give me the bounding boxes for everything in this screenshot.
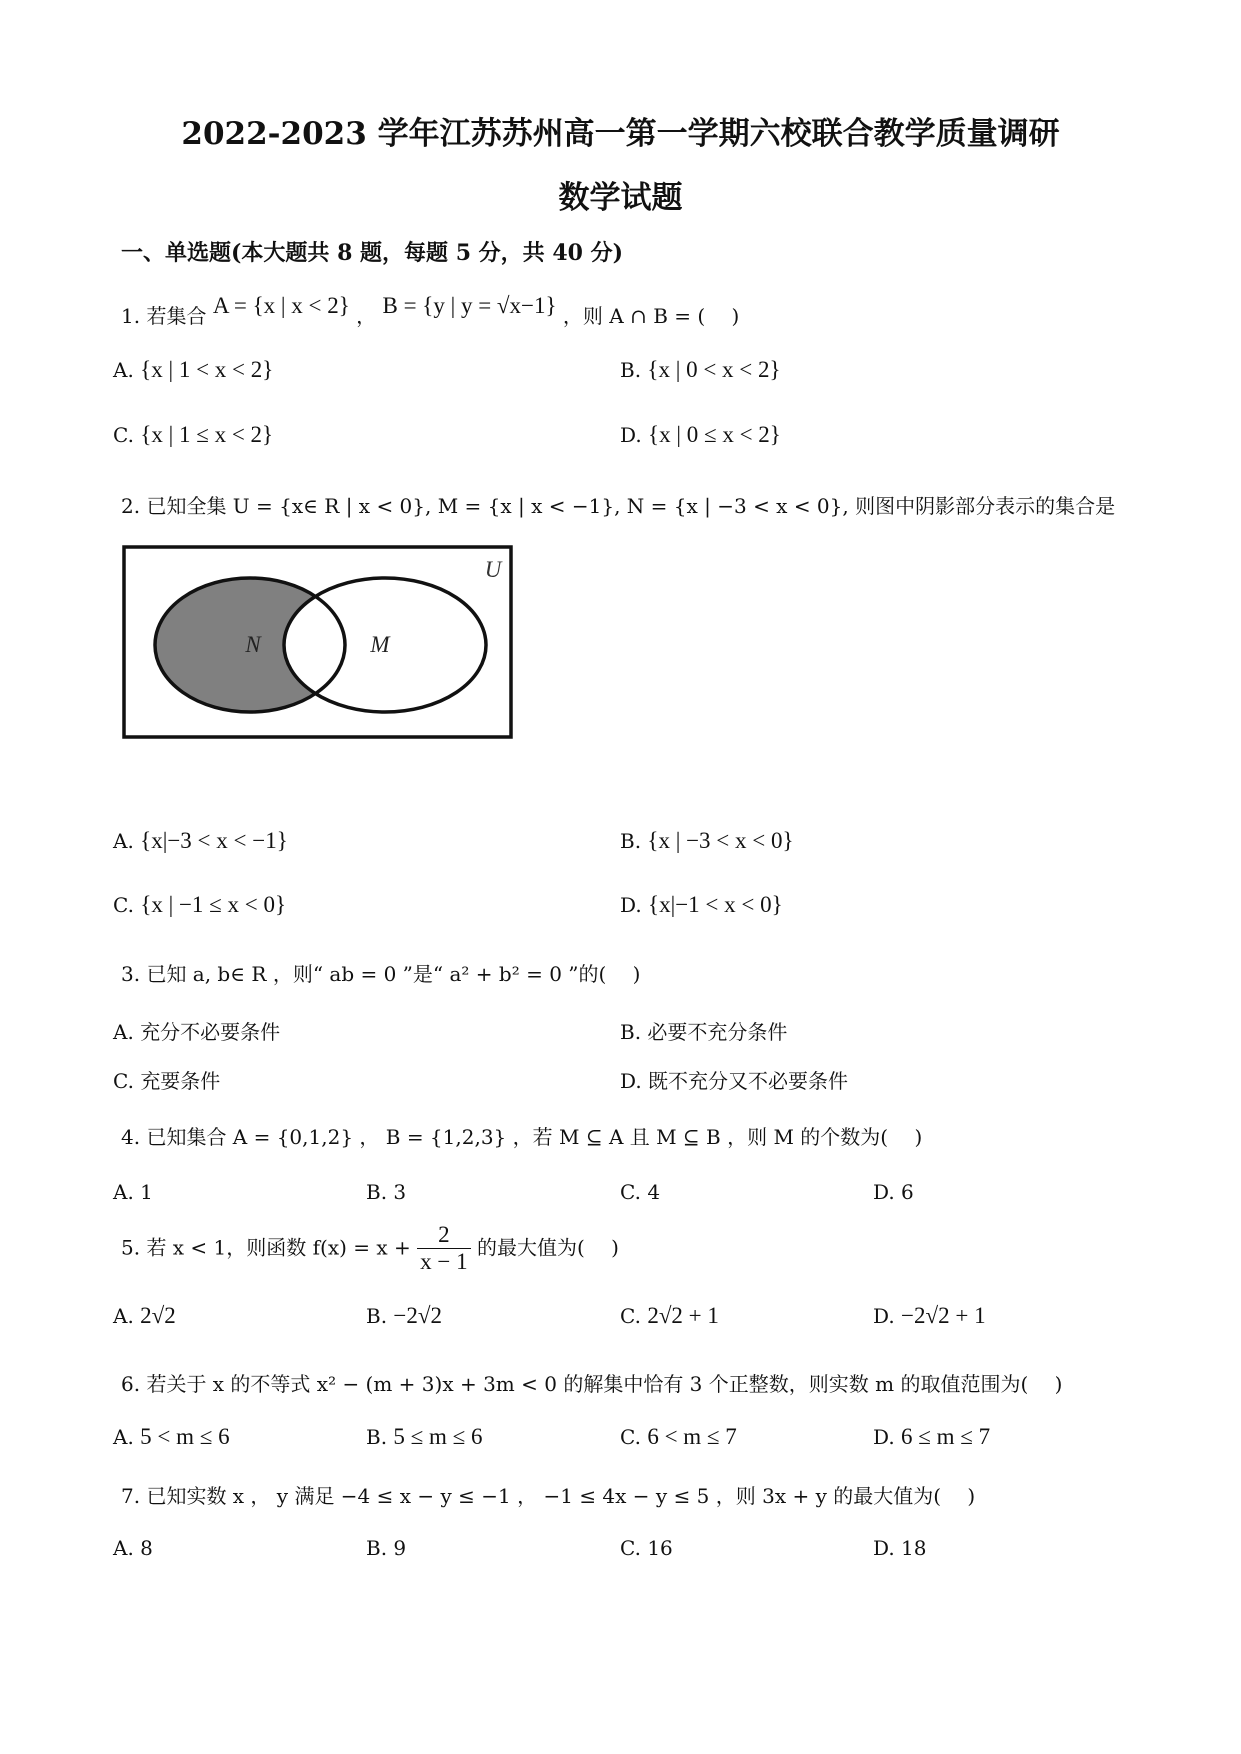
option-text: {x|−1 < x < 0} [648,892,783,917]
option-text: 6 < m ≤ 7 [647,1424,737,1449]
question-1-stem-end: ，则 A ∩ B = ( ) [562,304,740,328]
q5-option-b [366,1303,442,1329]
q3-option-a [113,1016,280,1045]
set-m-label: M [370,632,390,657]
option-text: 8 [140,1536,153,1560]
option-label: D. [620,423,642,447]
q2-option-b [620,828,794,854]
fraction-denominator: x − 1 [420,1249,468,1275]
option-text: −2√2 [393,1303,443,1328]
option-text: 5 ≤ m ≤ 6 [393,1424,483,1449]
q3-option-b [620,1016,787,1045]
q5-option-c [620,1303,719,1329]
q5-option-d [873,1303,986,1329]
option-text: 18 [901,1536,927,1560]
option-label: D. [873,1304,895,1328]
option-label: B. [620,829,642,853]
option-text: 6 [901,1180,914,1204]
question-1-set-b: B = {y | y = √x−1} [382,293,557,318]
option-text: 9 [393,1536,407,1560]
option-label: A. [113,358,134,382]
option-label: B. [620,358,642,382]
option-label: B. [366,1425,388,1449]
option-text: 既不充分又不必要条件 [648,1069,849,1093]
q5-option-a [113,1303,176,1329]
option-text: 16 [647,1536,673,1560]
question-1-separator: ， [356,304,377,328]
q4-option-d [873,1180,914,1204]
option-text: {x | −3 < x < 0} [647,828,794,853]
q1-option-c [113,422,273,448]
question-1-set-a: A = {x | x < 2} [212,293,350,318]
q1-option-a [113,357,273,383]
question-5-stem-start: 5. 若 x < 1，则函数 f(x) = x + [121,1235,411,1260]
option-label: D. [873,1425,895,1449]
option-label: A. [113,1536,134,1560]
option-label: C. [113,1069,134,1093]
option-text: {x | 0 ≤ x < 2} [648,422,781,447]
option-text: 4 [647,1180,661,1204]
q6-option-c [620,1424,737,1450]
q2-option-d [620,892,783,918]
option-text: 必要不充分条件 [647,1020,788,1044]
option-label: D. [873,1180,895,1204]
q7-option-d [873,1536,927,1560]
option-text: 5 < m ≤ 6 [140,1424,230,1449]
section-heading: 一、单选题(本大题共 8 题，每题 5 分，共 40 分) [121,240,624,266]
option-label: C. [620,1425,641,1449]
option-label: A. [113,1020,134,1044]
option-text: {x|−3 < x < −1} [140,828,288,853]
option-label: C. [620,1180,641,1204]
option-text: −2√2 + 1 [901,1303,986,1328]
option-label: A. [113,1180,134,1204]
exam-title: 2022-2023 学年江苏苏州高一第一学期六校联合教学质量调研 [181,116,1060,152]
question-5 [121,1222,619,1276]
q4-option-c [620,1180,660,1204]
question-7: 7. 已知实数 x ， y 满足 −4 ≤ x − y ≤ −1 ， −1 ≤ 4x − y ≤ 5 ，则 3x + y 的最大值为( ) [121,1484,976,1508]
option-label: D. [620,893,642,917]
question-2: 2. 已知全集 U = {x∈ R | x < 0}, M = {x | x < −1}, N = {x | −3 < x < 0}, 则图中阴影部分表示的集合是 [121,494,1116,518]
option-label: C. [620,1304,641,1328]
option-text: 充要条件 [140,1069,221,1093]
q7-option-c [620,1536,673,1560]
q6-option-a [113,1424,230,1450]
option-label: D. [620,1069,642,1093]
fraction [417,1222,470,1276]
option-label: C. [113,423,134,447]
q6-option-b [366,1424,483,1450]
q4-option-b [366,1180,406,1204]
question-3: 3. 已知 a, b∈ R ，则“ ab = 0 ”是“ a² + b² = 0 ”的( ) [121,962,641,986]
question-1-stem-start: 1. 若集合 [121,304,207,328]
universe-label: U [484,557,502,582]
option-label: A. [113,1304,134,1328]
question-6: 6. 若关于 x 的不等式 x² − (m + 3)x + 3m < 0 的解集中恰有 3 个正整数，则实数 m 的取值范围为( ) [121,1372,1063,1396]
q2-option-a [113,828,288,854]
option-text: 6 ≤ m ≤ 7 [901,1424,991,1449]
venn-diagram [121,544,517,740]
set-n-label: N [245,632,261,657]
option-label: B. [366,1304,388,1328]
option-label: A. [113,1425,134,1449]
q6-option-d [873,1424,990,1450]
option-text: {x | 1 ≤ x < 2} [140,422,274,447]
q7-option-b [366,1536,406,1560]
option-text: {x | 1 < x < 2} [140,357,274,382]
q1-option-b [620,357,781,383]
q4-option-a [113,1180,153,1204]
option-label: C. [620,1536,641,1560]
option-text: 1 [140,1180,153,1204]
question-1 [121,293,740,329]
option-label: B. [366,1180,388,1204]
q7-option-a [113,1536,153,1560]
question-4: 4. 已知集合 A = {0,1,2} ， B = {1,2,3} ，若 M ⊆ A 且 M ⊆ B ，则 M 的个数为( ) [121,1125,923,1149]
option-label: C. [113,893,134,917]
fraction-numerator: 2 [417,1222,470,1249]
option-text: {x | −1 ≤ x < 0} [140,892,287,917]
option-label: A. [113,829,134,853]
option-label: D. [873,1536,895,1560]
option-text: 2√2 + 1 [647,1303,719,1328]
option-label: B. [620,1020,642,1044]
exam-subtitle: 数学试题 [558,180,683,216]
q3-option-d [620,1065,848,1094]
question-5-stem-end: 的最大值为( ) [477,1235,619,1260]
q1-option-d [620,422,781,448]
option-text: 2√2 [140,1303,176,1328]
option-text: 3 [393,1180,407,1204]
option-text: 充分不必要条件 [140,1020,281,1044]
q3-option-c [113,1065,220,1094]
q2-option-c [113,892,286,918]
option-label: B. [366,1536,388,1560]
option-text: {x | 0 < x < 2} [647,357,781,382]
